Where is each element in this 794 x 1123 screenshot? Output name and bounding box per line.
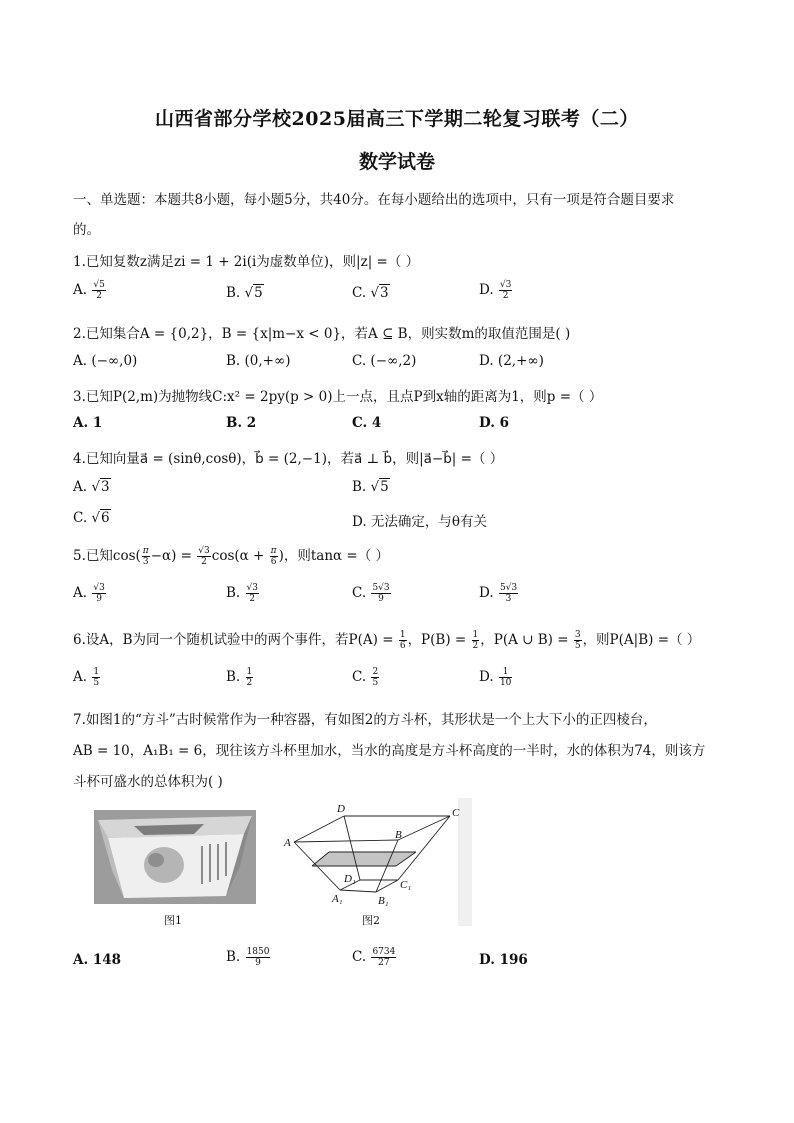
q3-option-c[interactable]: C. 4 xyxy=(352,415,382,431)
q2-option-a[interactable]: A. (−∞,0) xyxy=(73,353,138,369)
vertex-label-b: B xyxy=(395,829,402,841)
q4-option-a[interactable]: A. √3 xyxy=(73,479,110,495)
q7-stem-line1: 7.如图1的“方斗”古时候常作为一种容器，有如图2的方斗杯，其形状是一个上大下小的正四棱台， xyxy=(73,712,657,728)
q6-option-a[interactable]: A. $\frac{1}{5}$ xyxy=(73,667,100,688)
q7-option-b[interactable]: B. $\frac{1850}{9}$ xyxy=(226,947,270,968)
frustum-diagram xyxy=(282,798,472,926)
vertex-label-c: C xyxy=(452,807,460,819)
vertex-label-a1: A₁ xyxy=(332,893,343,905)
page-title: 山西省部分学校2025届高三下学期二轮复习联考（二） xyxy=(155,108,639,130)
q7-option-a[interactable]: A. 148 xyxy=(73,952,122,968)
q4-option-d[interactable]: D. 无法确定，与θ有关 xyxy=(352,514,488,530)
page-subtitle: 数学试卷 xyxy=(358,151,435,173)
q4-stem: 4.已知向量a⃗ = (sinθ,cosθ)，b⃗ = (2,−1)，若a⃗ ⊥ b⃗，则|a⃗−b⃗| =（ ） xyxy=(73,451,504,467)
figure-1-caption: 图1 xyxy=(164,914,182,927)
vertex-label-a: A xyxy=(284,837,291,849)
q6-stem: 6.设A，B为同一个随机试验中的两个事件，若P(A) = $\frac{1}{6}$ ，P(B) = $\frac{1}{2}$ ，P(A ∪ B) = $\frac{3}{5}$ ，则P(A|B) =（ ） xyxy=(73,630,701,651)
section-heading-line2: 的。 xyxy=(73,222,100,238)
q3-option-d[interactable]: D. 6 xyxy=(479,415,510,431)
q5-stem: 5.已知cos( $\frac{\pi}{3}$ −α) = $\frac{√3}{2}$ cos(α + $\frac{\pi}{6}$ )，则tanα =（ ） xyxy=(73,546,390,567)
q1-option-b[interactable]: B. √5 xyxy=(226,285,263,301)
vertex-label-c1: C₁ xyxy=(400,879,412,891)
q6-option-d[interactable]: D. $\frac{1}{10}$ xyxy=(479,667,512,688)
vertex-label-d1: D₁ xyxy=(344,873,356,885)
q1-option-d[interactable]: D. $\frac{√3}{2}$ xyxy=(479,280,512,301)
q4-option-b[interactable]: B. √5 xyxy=(352,479,389,495)
q7-stem-line2: AB = 10，A₁B₁ = 6，现往该方斗杯里加水，当水的高度是方斗杯高度的一半时，水的体积为74，则该方 xyxy=(73,743,706,759)
q7-option-c[interactable]: C. $\frac{6734}{27}$ xyxy=(352,947,396,968)
q2-option-c[interactable]: C. (−∞,2) xyxy=(352,353,417,369)
q5-option-b[interactable]: B. $\frac{√3}{2}$ xyxy=(226,583,258,604)
q4-option-c[interactable]: C. √6 xyxy=(73,510,110,526)
q3-option-a[interactable]: A. 1 xyxy=(73,415,103,431)
q6-option-c[interactable]: C. $\frac{2}{5}$ xyxy=(352,667,379,688)
q1-stem: 1.已知复数z满足zi = 1 + 2i(i为虚数单位)，则|z| =（ ） xyxy=(73,254,420,270)
figure-2-caption: 图2 xyxy=(362,914,380,927)
q5-option-a[interactable]: A. $\frac{√3}{9}$ xyxy=(73,583,105,604)
q3-option-b[interactable]: B. 2 xyxy=(226,415,257,431)
section-heading-line1: 一、单选题：本题共8小题，每小题5分，共40分。在每小题给出的选项中，只有一项是符合题目要求 xyxy=(73,192,675,208)
vertex-label-d: D xyxy=(337,803,345,815)
q7-option-d[interactable]: D. 196 xyxy=(479,952,528,968)
q1-option-a[interactable]: A. $\frac{√5}{2}$ xyxy=(73,280,105,301)
q5-option-d[interactable]: D. $\frac{5√3}{3}$ xyxy=(479,583,518,604)
q7-stem-line3: 斗杯可盛水的总体积为( ) xyxy=(73,774,223,790)
q2-option-d[interactable]: D. (2,+∞) xyxy=(479,353,544,369)
vertex-label-b1: B₁ xyxy=(378,895,389,907)
q5-option-c[interactable]: C. $\frac{5√3}{9}$ xyxy=(352,583,390,604)
q2-stem: 2.已知集合A = {0,2}，B = {x|m−x < 0}，若A ⊆ B，则实数m的取值范围是( ) xyxy=(73,326,571,342)
fangdou-photo xyxy=(94,810,256,904)
q1-option-c[interactable]: C. √3 xyxy=(352,285,389,301)
q2-option-b[interactable]: B. (0,+∞) xyxy=(226,353,291,369)
q3-stem: 3.已知P(2,m)为抛物线C:x² = 2py(p > 0)上一点，且点P到x轴的距离为1，则p =（ ） xyxy=(73,389,603,405)
q6-option-b[interactable]: B. $\frac{1}{2}$ xyxy=(226,667,253,688)
